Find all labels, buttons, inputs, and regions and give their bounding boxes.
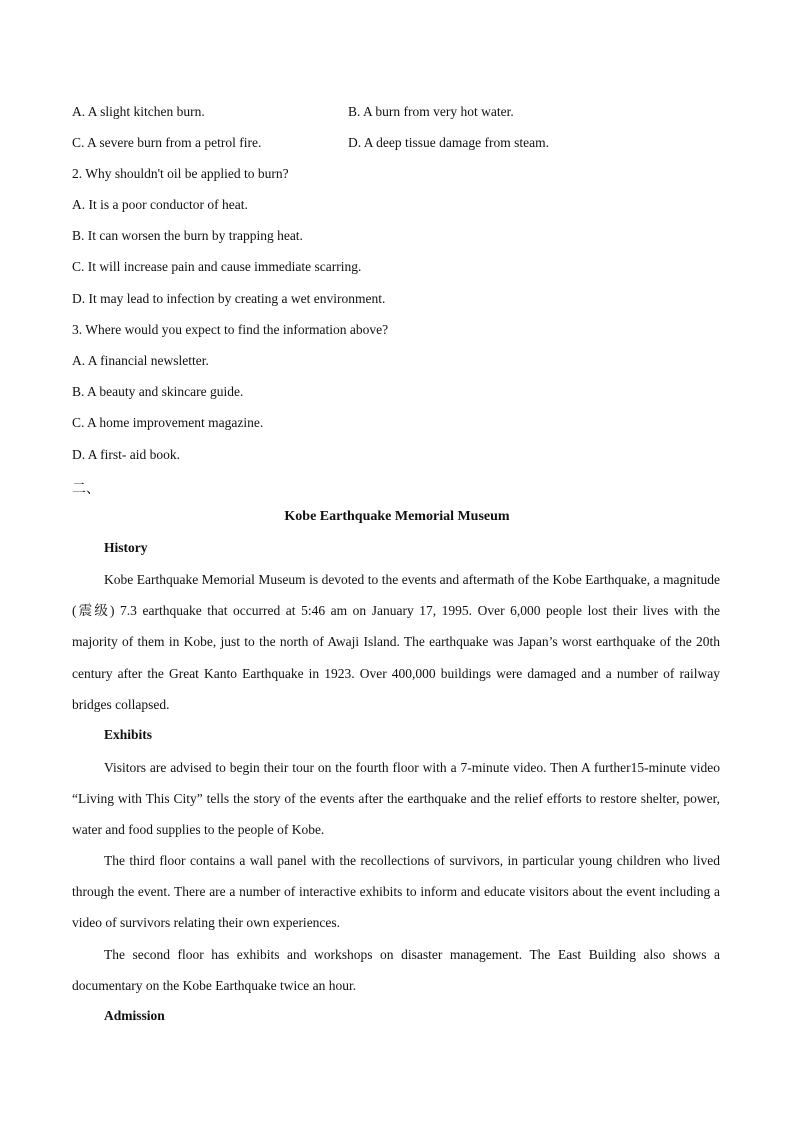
exhibits-paragraph-1: Visitors are advised to begin their tour on the fourth floor with a 7-minute video. Then A further15-minute video “Living with This City” tells the story of the events after the earthquake and the relief efforts to restore shelter, power, water and food supplies to the people of Kobe. [72, 760, 720, 838]
exhibits-heading: Exhibits [104, 727, 153, 742]
q2-option-d: D. It may lead to infection by creating a wet environment. [72, 291, 386, 306]
admission-heading: Admission [104, 1008, 165, 1023]
q3-question: 3. Where would you expect to find the information above? [72, 322, 389, 337]
q2-option-b: B. It can worsen the burn by trapping heat. [72, 228, 303, 243]
q3-option-a: A. A financial newsletter. [72, 353, 209, 368]
q1-option-b: B. A burn from very hot water. [348, 104, 514, 119]
passage-title: Kobe Earthquake Memorial Museum [284, 509, 510, 524]
q3-option-d: D. A first- aid book. [72, 447, 180, 462]
section-marker: 二、 [72, 481, 100, 497]
exhibits-paragraph-3: The second floor has exhibits and workshops on disaster management. The East Building also shows a documentary on the Kobe Earthquake twice an hour. [72, 947, 720, 994]
history-paragraph: Kobe Earthquake Memorial Museum is devoted to the events and aftermath of the Kobe Earthquake, a magnitude (震级) 7.3 earthquake that occurred at 5:46 am on January 17, 1995. Over 6,000 people lost their lives with the majority of them in Kobe, just to the north of Awaji Island. The earthquake was Japan’s worst earthquake of the 20th century after the Great Kanto Earthquake in 1923. Over 400,000 buildings were damaged and a number of railway bridges collapsed. [72, 572, 720, 712]
q3-option-c: C. A home improvement magazine. [72, 415, 264, 430]
exhibits-paragraph-2: The third floor contains a wall panel with the recollections of survivors, in particular young children who lived through the event. There are a number of interactive exhibits to inform and educate visitors about the event including a video of survivors relating their own experiences. [72, 853, 720, 931]
q2-option-c: C. It will increase pain and cause immediate scarring. [72, 259, 362, 274]
history-heading: History [104, 540, 148, 555]
q1-option-c: C. A severe burn from a petrol fire. [72, 135, 262, 150]
q2-option-a: A. It is a poor conductor of heat. [72, 197, 248, 212]
q1-option-a: A. A slight kitchen burn. [72, 104, 205, 119]
q2-question: 2. Why shouldn't oil be applied to burn? [72, 166, 289, 181]
q3-option-b: B. A beauty and skincare guide. [72, 384, 244, 399]
q1-option-d: D. A deep tissue damage from steam. [348, 135, 549, 150]
